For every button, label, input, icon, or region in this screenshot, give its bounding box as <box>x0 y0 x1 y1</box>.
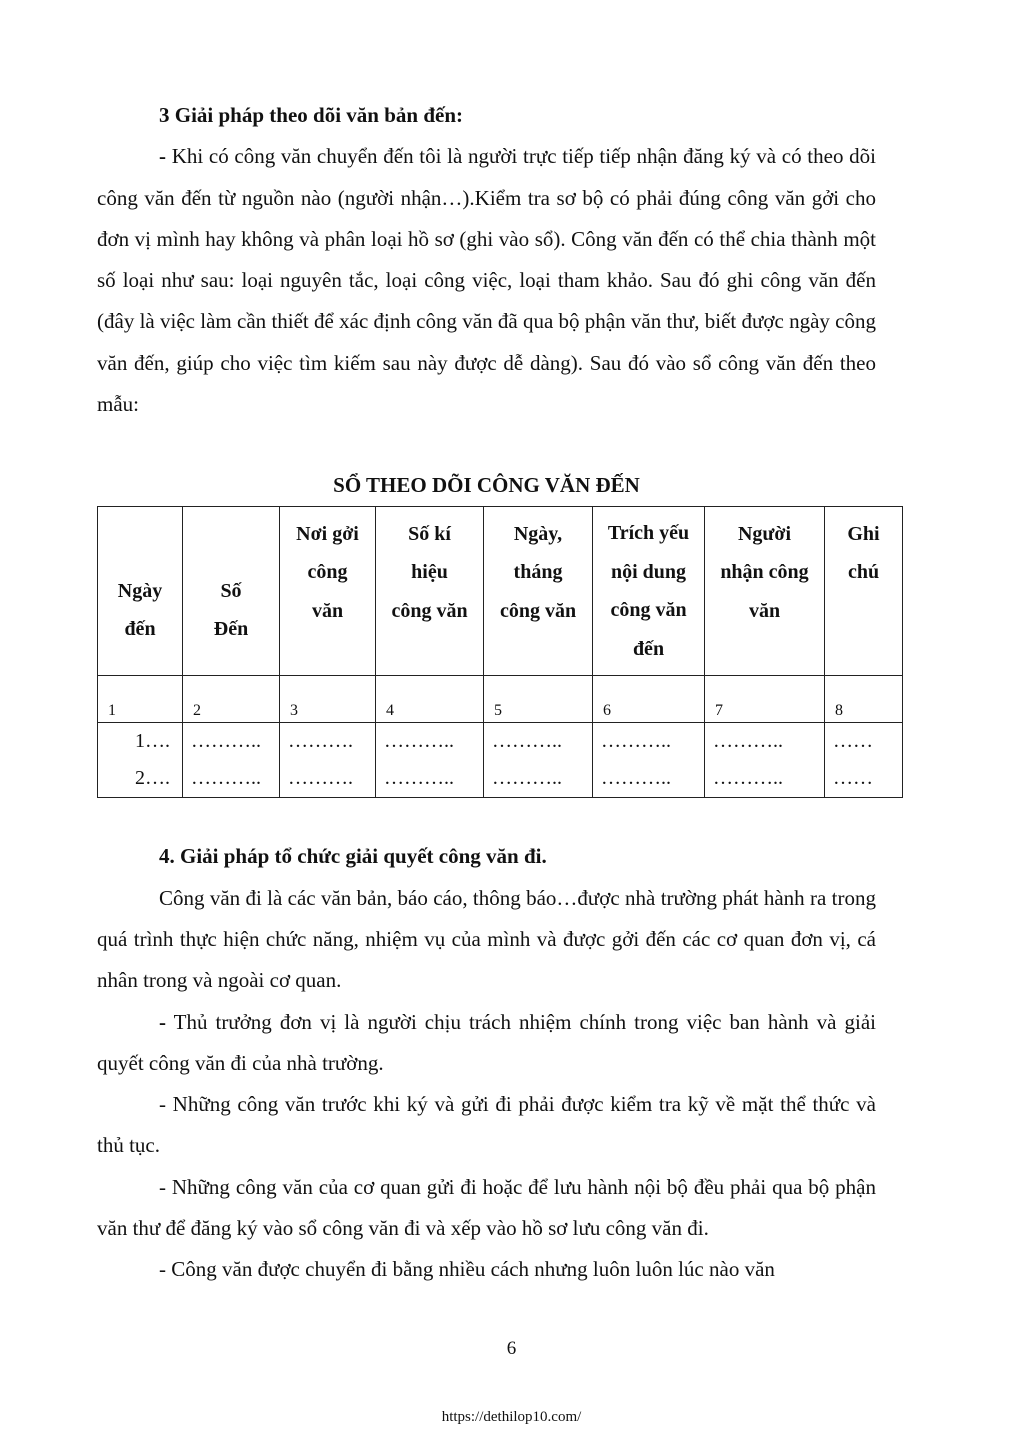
cell-line: ……….. <box>191 767 261 790</box>
section4-paragraph-4: - Những công văn của cơ quan gửi đi hoặc để lưu hành nội bộ đều phải qua bộ phận văn thư để đăng ký vào sổ công văn đi và xếp vào hồ sơ lưu công văn đi. <box>97 1174 876 1241</box>
section4-paragraph-1: Công văn đi là các văn bản, báo cáo, thông báo…được nhà trường phát hành ra trong quá trình thực hiện chức năng, nhiệm vụ của mình và được gởi đến các cơ quan đơn vị, cá nhân trong và ngoài cơ quan. <box>97 885 876 993</box>
cell-line: …… <box>833 767 873 790</box>
column-number: 7 <box>705 676 825 723</box>
table-header-cell <box>280 507 376 676</box>
column-number: 3 <box>280 676 376 723</box>
header-line: Ngày, <box>513 522 563 545</box>
header-line: Số kí <box>408 522 451 545</box>
table-header-cell <box>376 507 484 676</box>
bullet-dash: - <box>159 1009 166 1034</box>
header-line: Số <box>220 579 242 602</box>
bullet-dash: - <box>159 144 166 169</box>
header-line: công <box>307 561 348 584</box>
column-number: 2 <box>183 676 280 723</box>
header-line: công văn <box>499 599 577 622</box>
cell-line: …… <box>833 730 873 753</box>
section4-paragraph-2: - Thủ trưởng đơn vị là người chịu trách nhiệm chính trong việc ban hành và giải quyết công văn đi của nhà trường. <box>97 1009 876 1075</box>
table-cell <box>705 723 825 798</box>
table-cell <box>593 723 705 798</box>
column-number: 1 <box>98 676 183 723</box>
header-line: đến <box>124 618 156 641</box>
table-cell <box>376 723 484 798</box>
table-row <box>98 723 903 798</box>
cell-line: ……….. <box>713 767 783 790</box>
table-header-cell <box>705 507 825 676</box>
cell-line: ……….. <box>384 730 454 753</box>
header-line: Người <box>737 522 792 545</box>
table-header-cell <box>98 507 183 676</box>
header-line: Ngày <box>117 579 163 602</box>
column-number: 5 <box>484 676 593 723</box>
table-header-cell <box>593 507 705 676</box>
table-cell <box>183 723 280 798</box>
document-body <box>97 95 880 1291</box>
header-line: văn <box>311 599 344 622</box>
table-title: SỔ THEO DÕI CÔNG VĂN ĐẾN <box>333 473 640 498</box>
header-line: hiệu <box>411 561 448 584</box>
header-line: Đến <box>213 618 249 641</box>
column-number: 6 <box>593 676 705 723</box>
table-number-row <box>98 676 903 723</box>
section4-heading: 4. Giải pháp tổ chức giải quyết công văn đi. <box>159 844 547 869</box>
table-cell <box>825 723 903 798</box>
cell-line: ………. <box>288 730 353 753</box>
table-header-cell <box>825 507 903 676</box>
cell-line: ……….. <box>492 730 562 753</box>
cell-line: 1…. <box>135 730 170 753</box>
table-header-row <box>98 507 903 676</box>
header-line: chú <box>847 561 880 584</box>
cell-line: ……….. <box>384 767 454 790</box>
header-line: Nơi gởi <box>296 522 359 545</box>
cell-line: ……….. <box>191 730 261 753</box>
table-cell <box>484 723 593 798</box>
cell-line: ……….. <box>492 767 562 790</box>
table-header-cell <box>183 507 280 676</box>
cell-line: ………. <box>288 767 353 790</box>
table-cell <box>280 723 376 798</box>
section4-paragraph-5: - Công văn được chuyển đi bằng nhiều cách nhưng luôn luôn lúc nào văn <box>159 1257 775 1282</box>
section4-paragraph-3: - Những công văn trước khi ký và gửi đi phải được kiểm tra kỹ về mặt thể thức và thủ tục. <box>97 1092 876 1158</box>
incoming-docs-table <box>97 506 903 798</box>
header-line: Trích yếu <box>607 522 690 545</box>
table-header-cell <box>484 507 593 676</box>
page-number: 6 <box>506 1338 517 1359</box>
cell-line: ……….. <box>713 730 783 753</box>
section3-paragraph: - Khi có công văn chuyển đến tôi là người trực tiếp tiếp nhận đăng ký và có theo dõi công văn đến từ nguồn nào (người nhận…).Kiểm tra sơ bộ có phải đúng công văn gởi cho đơn vị mình hay không và phân loại hồ sơ (ghi vào sổ). Công văn đến có thể chia thành một số loại như sau: loại nguyên tắc, loại công việc, loại tham khảo. Sau đó ghi công văn đến (đây là việc làm cần thiết để xác định công văn đã qua bộ phận văn thư, biết được ngày công văn đến, giúp cho việc tìm kiếm sau này được dễ dàng). Sau đó vào sổ công văn đến theo mẫu: <box>97 144 876 417</box>
header-line: đến <box>632 637 665 660</box>
section3-heading: 3 Giải pháp theo dõi văn bản đến: <box>159 103 464 127</box>
column-number: 8 <box>825 676 903 723</box>
table-cell <box>98 723 183 798</box>
header-line: Ghi <box>847 522 880 545</box>
cell-line: 2…. <box>135 767 170 790</box>
column-number: 4 <box>376 676 484 723</box>
header-line: công văn <box>391 599 468 622</box>
cell-line: ……….. <box>601 730 671 753</box>
header-line: tháng <box>513 561 563 584</box>
header-line: nội dung <box>610 560 687 583</box>
header-line: công văn <box>610 599 687 622</box>
cell-line: ……….. <box>601 767 671 790</box>
header-line: văn <box>748 599 781 622</box>
header-line: nhận công <box>720 561 809 584</box>
footer-url: https://dethilop10.com/ <box>441 1409 582 1425</box>
